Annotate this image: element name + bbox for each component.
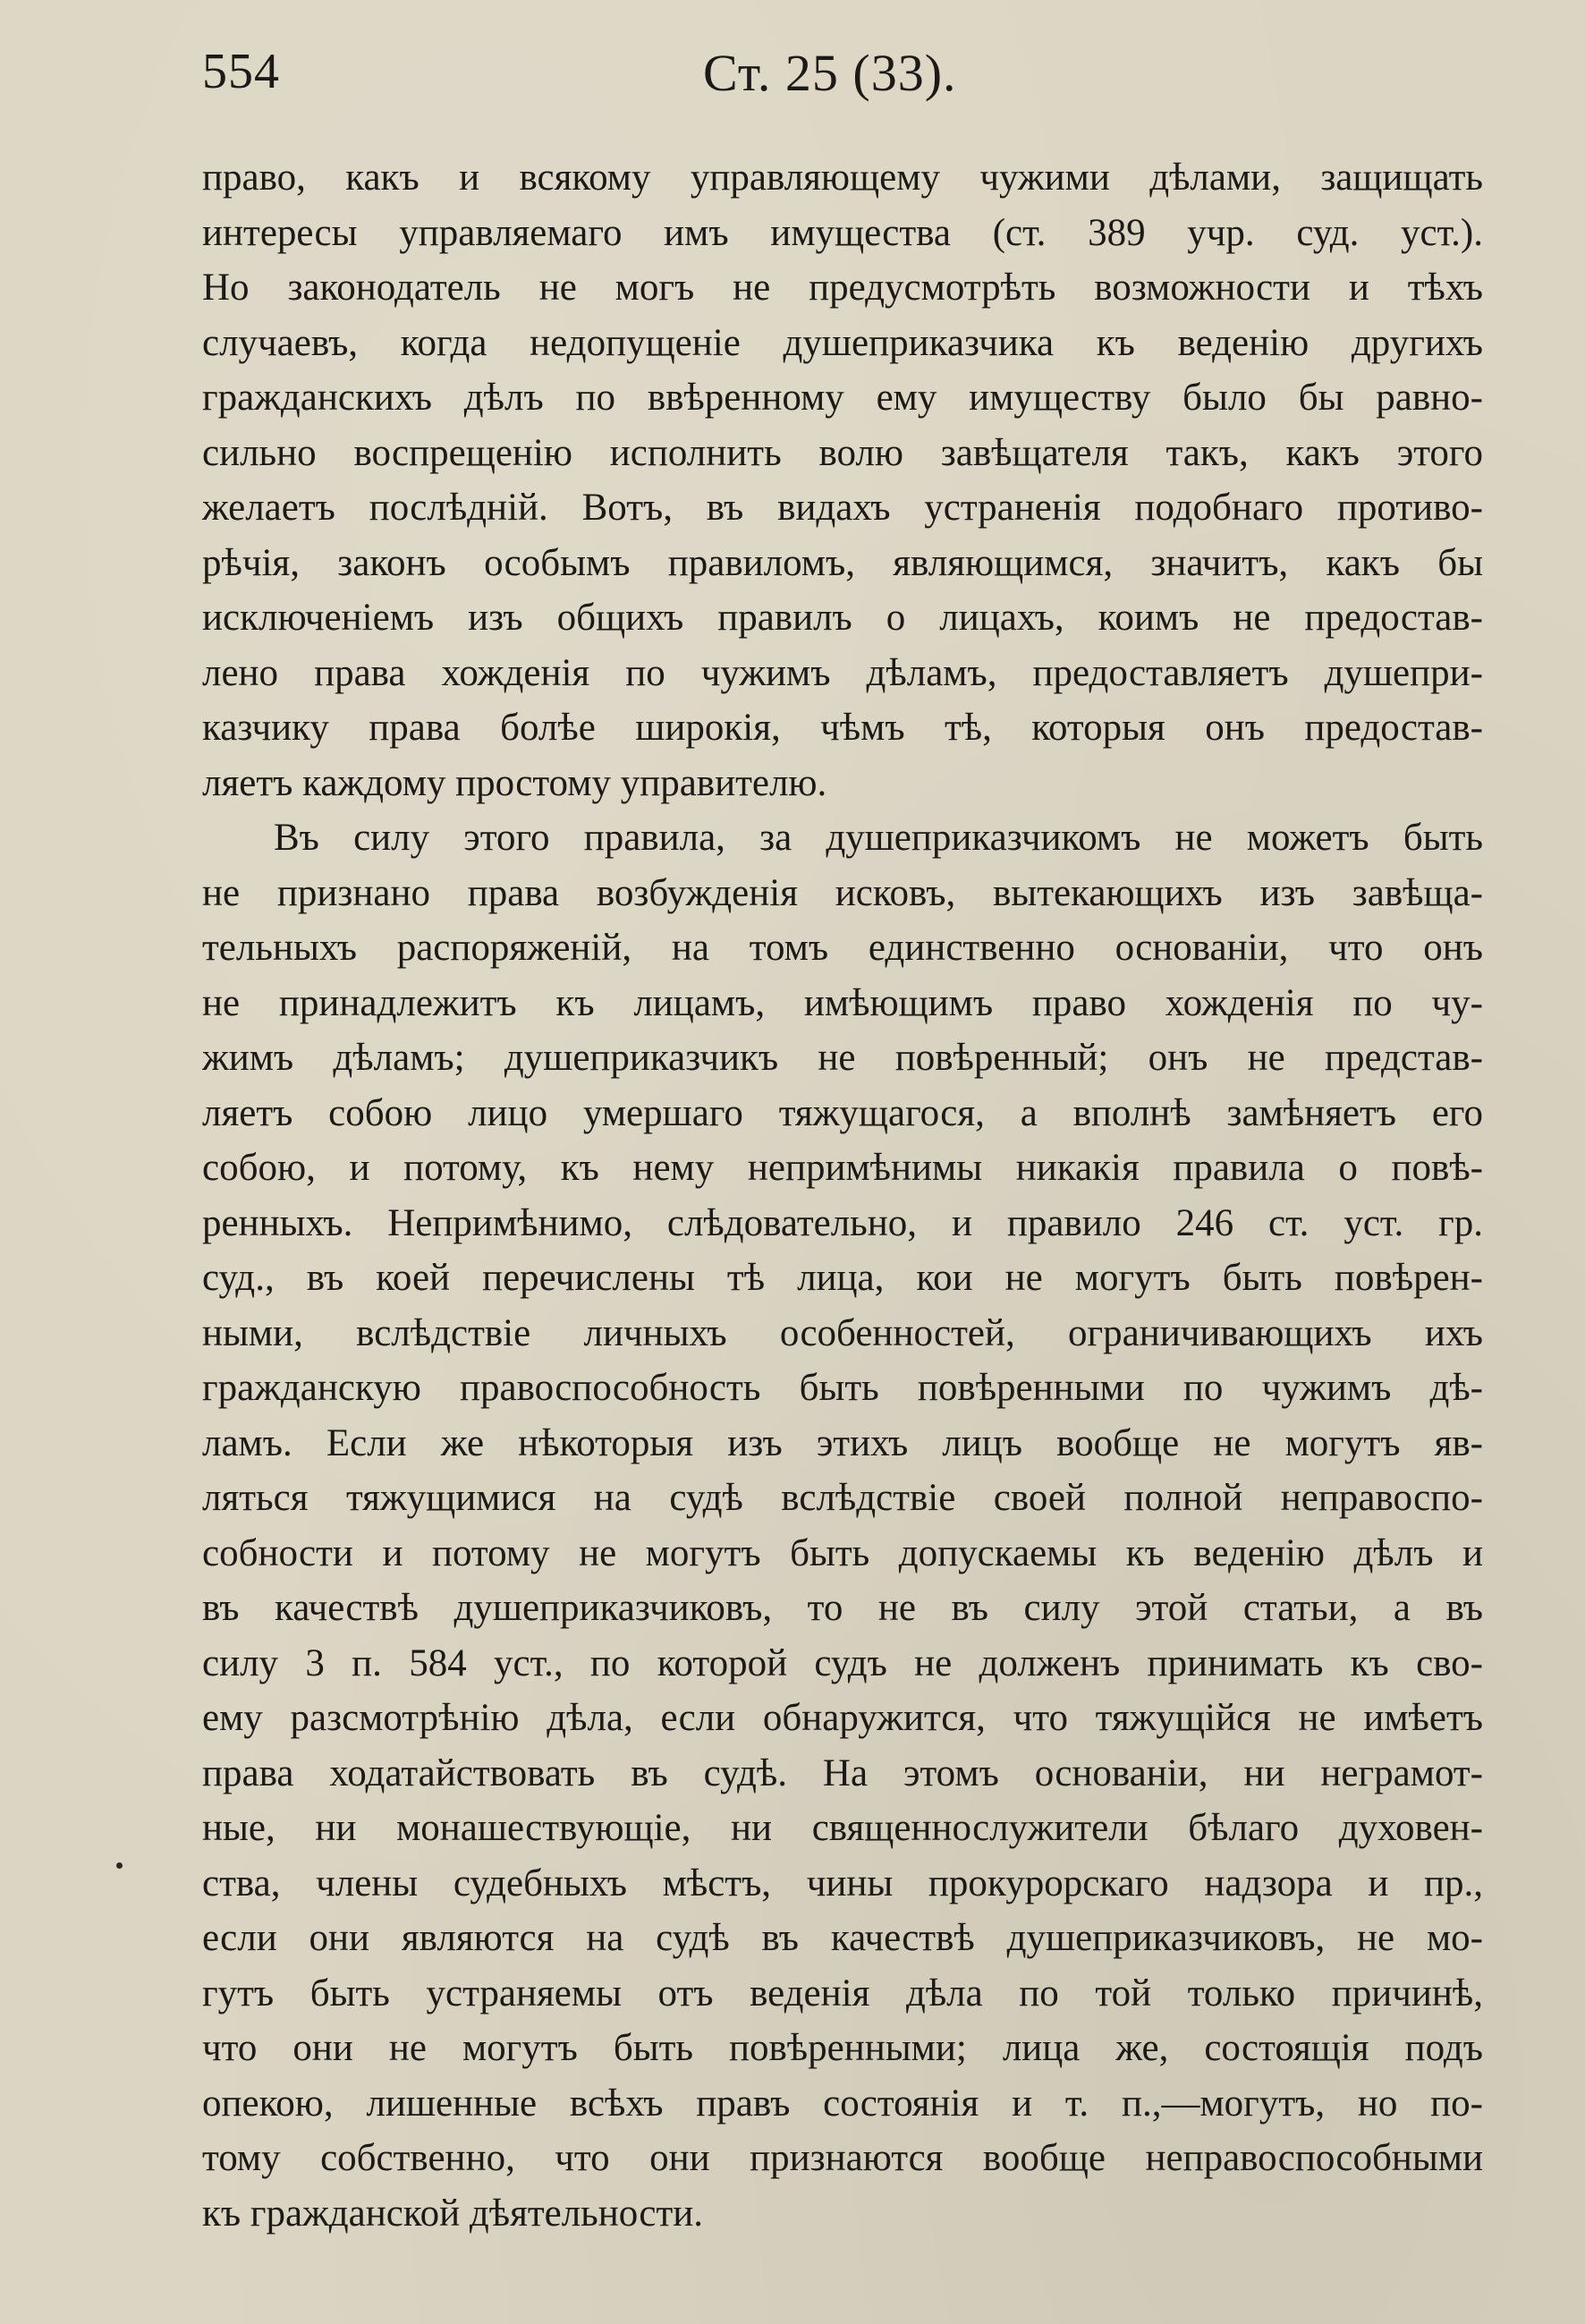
text-line: право, какъ и всякому управляющему чужими дѣлами, защищать xyxy=(202,157,1483,199)
text-line: ляетъ каждому простому управителю. xyxy=(202,761,827,804)
text-line: исключеніемъ изъ общихъ правилъ о лицахъ, коимъ не предостав- xyxy=(202,597,1483,639)
text-line: не принадлежитъ къ лицамъ, имѣющимъ право хожденія по чу- xyxy=(202,981,1483,1024)
text-line: собности и потому не могутъ быть допускаемы къ веденію дѣлъ и xyxy=(202,1531,1483,1574)
text-line: гражданскую правоспособность быть повѣренными по чужимъ дѣ- xyxy=(202,1367,1483,1409)
text-line: собою, и потому, къ нему непримѣнимы никакія правила о повѣ- xyxy=(202,1147,1483,1189)
text-line: ламъ. Если же нѣкоторыя изъ этихъ лицъ вообще не могутъ яв- xyxy=(202,1421,1483,1464)
text-line: гражданскихъ дѣлъ по ввѣренному ему имуществу было бы равно- xyxy=(202,377,1483,419)
text-line: ства, члены судебныхъ мѣстъ, чины прокурорскаго надзора и пр., xyxy=(202,1862,1483,1904)
text-line: ными, вслѣдствіе личныхъ особенностей, ограничивающихъ ихъ xyxy=(202,1311,1483,1354)
text-line: казчику права болѣе широкія, чѣмъ тѣ, которыя онъ предостав- xyxy=(202,707,1483,749)
text-line: жимъ дѣламъ; душеприказчикъ не повѣренный; онъ не представ- xyxy=(202,1037,1483,1079)
text-line: Въ силу этого правила, за душеприказчикомъ не можетъ быть xyxy=(274,817,1483,859)
text-line: гутъ быть устраняемы отъ веденія дѣла по той только причинѣ, xyxy=(202,1972,1483,2014)
text-line: ные, ни монашествующіе, ни священнослужители бѣлаго духовен- xyxy=(202,1807,1483,1849)
paragraph xyxy=(202,810,1483,2241)
body-text xyxy=(202,150,1483,2241)
text-line: ренныхъ. Непримѣнимо, слѣдовательно, и правило 246 ст. уст. гр. xyxy=(202,1201,1483,1244)
page-header xyxy=(202,36,1483,107)
text-line: ему разсмотрѣнію дѣла, если обнаружится, что тяжущійся не имѣетъ xyxy=(202,1697,1483,1739)
text-line: тельныхъ распоряженій, на томъ единственно основаніи, что онъ xyxy=(202,927,1483,969)
text-line: къ гражданской дѣятельности. xyxy=(202,2192,704,2235)
text-line: въ качествѣ душеприказчиковъ, то не въ силу этой статьи, а въ xyxy=(202,1587,1483,1629)
paragraph xyxy=(202,150,1483,810)
text-line: силу 3 п. 584 уст., по которой судъ не долженъ принимать къ сво- xyxy=(202,1641,1483,1684)
text-line: сильно воспрещенію исполнить волю завѣщателя такъ, какъ этого xyxy=(202,431,1483,474)
text-line: права ходатайствовать въ судѣ. На этомъ основаніи, ни неграмот- xyxy=(202,1751,1483,1794)
text-line: тому собственно, что они признаются вообще неправоспособными xyxy=(202,2137,1483,2179)
text-line: рѣчія, законъ особымъ правиломъ, являющимся, значитъ, какъ бы xyxy=(202,541,1483,584)
text-line: лено права хожденія по чужимъ дѣламъ, предоставляетъ душепри- xyxy=(202,651,1483,694)
text-line: Но законодатель не могъ не предусмотрѣть возможности и тѣхъ xyxy=(202,267,1483,309)
text-line: что они не могутъ быть повѣренными; лица же, состоящія подъ xyxy=(202,2027,1483,2069)
page-number: 554 xyxy=(202,44,280,99)
text-line: случаевъ, когда недопущеніе душеприказчика къ веденію другихъ xyxy=(202,321,1483,364)
text-line: не признано права возбужденія исковъ, вытекающихъ изъ завѣща- xyxy=(202,871,1483,914)
running-head: Ст. 25 (33). xyxy=(703,44,957,102)
text-line: интересы управляемаго имъ имущества (ст. 389 учр. суд. уст.). xyxy=(202,211,1483,254)
text-line: суд., въ коей перечислены тѣ лица, кои не могутъ быть повѣрен- xyxy=(202,1257,1483,1299)
text-line: опекою, лишенные всѣхъ правъ состоянія и т. п.,—могутъ, но по- xyxy=(202,2082,1483,2125)
text-line: ляться тяжущимися на судѣ вслѣдствіе своей полной неправоспо- xyxy=(202,1477,1483,1519)
text-line: ляетъ собою лицо умершаго тяжущагося, а вполнѣ замѣняетъ его xyxy=(202,1091,1483,1134)
margin-dot xyxy=(116,1862,123,1869)
text-line: желаетъ послѣдній. Вотъ, въ видахъ устраненія подобнаго противо- xyxy=(202,487,1483,529)
text-line: если они являются на судѣ въ качествѣ душеприказчиковъ, не мо- xyxy=(202,1917,1483,1959)
